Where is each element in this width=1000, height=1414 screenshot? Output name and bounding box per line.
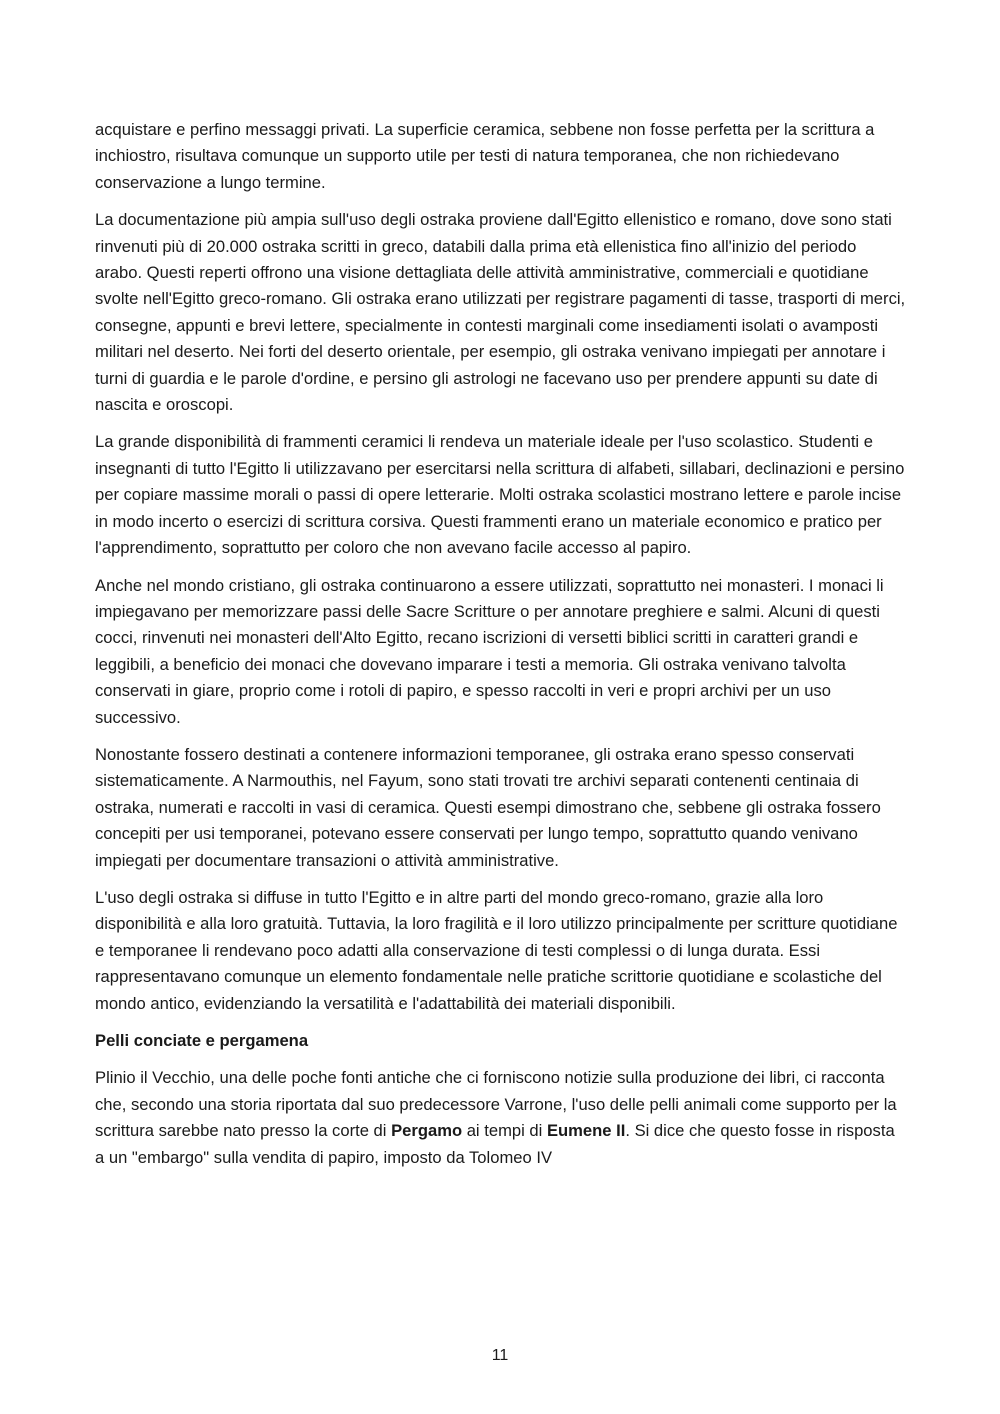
paragraph-4: Anche nel mondo cristiano, gli ostraka continuarono a essere utilizzati, soprattutto nei monasteri. I monaci li impiegavano per memorizzare passi delle Sacre Scritture o per annotare preghiere e salmi. Alcuni di questi cocci, rinvenuti nei monasteri dell'Alto Egitto, recano iscrizioni di versetti biblici scritti in caratteri grandi e leggibili, a beneficio dei monaci che dovevano imparare i testi a memoria. Gli ostraka venivano talvolta conservati in giare, proprio come i rotoli di papiro, e spesso raccolti in veri e propri archivi per un uso successivo. xyxy=(95,575,884,727)
paragraph-2: La documentazione più ampia sull'uso degli ostraka proviene dall'Egitto ellenistico e romano, dove sono stati rinvenuti più di 20.000 ostraka scritti in greco, databili dalla prima età ellenistica fino all'inizio del periodo arabo. Questi reperti offrono una visione dettagliata delle attività amministrative, commerciali e quotidiane svolte nell'Egitto greco-romano. Gli ostraka erano utilizzati per registrare pagamenti di tasse, trasporti di merci, consegne, appunti e brevi lettere, specialmente in contesti marginali come insediamenti isolati o avamposti militari nel deserto. Nei forti del deserto orientale, per esempio, gli ostraka venivano impiegati per annotare i turni di guardia e le parole d'ordine, e persino gli astrologi ne facevano uso per prendere appunti su date di nascita e oroscopi. xyxy=(95,210,906,415)
page-body xyxy=(95,117,907,1182)
paragraph-6: L'uso degli ostraka si diffuse in tutto l'Egitto e in altre parti del mondo greco-romano, grazie alla loro disponibilità e alla loro gratuità. Tuttavia, la loro fragilità e il loro utilizzo principalmente per scritture quotidiane e temporanee li rendevano poco adatti alla conservazione di testi complessi o di lunga durata. Essi rappresentavano comunque un elemento fondamentale nelle pratiche scrittorie quotidiane e scolastiche del mondo antico, evidenziando la versatilità e l'adattabilità dei materiali disponibili. xyxy=(95,887,898,1013)
bold-term-eumene: Eumene II xyxy=(546,1121,626,1141)
page-number: 11 xyxy=(491,1347,509,1364)
paragraph-7 xyxy=(95,1065,907,1171)
section-heading: Pelli conciate e pergamena xyxy=(95,1031,309,1050)
paragraph-7-text-1: Plinio il Vecchio, una delle poche fonti antiche che ci forniscono notizie sulla produzione dei libri, ci racconta che, secondo una storia riportata dal suo predecessore Varrone, l'uso delle pelli animali come supporto per la scrittura sarebbe nato presso la corte di xyxy=(95,1068,897,1141)
bold-term-pergamo: Pergamo xyxy=(391,1121,463,1141)
paragraph-5: Nonostante fossero destinati a contenere informazioni temporanee, gli ostraka erano spesso conservati sistematicamente. A Narmouthis, nel Fayum, sono stati trovati tre archivi separati contenenti centinaia di ostraka, numerati e raccolti in vasi di ceramica. Questi esempi dimostrano che, sebbene gli ostraka fossero concepiti per usi temporanei, potevano essere conservati per lungo tempo, soprattutto quando venivano impiegati per documentare transazioni o attività amministrative. xyxy=(95,744,881,870)
paragraph-3: La grande disponibilità di frammenti ceramici li rendeva un materiale ideale per l'uso scolastico. Studenti e insegnanti di tutto l'Egitto li utilizzavano per esercitarsi nella scrittura di alfabeti, sillabari, declinazioni e persino per copiare massime morali o passi di opere letterarie. Molti ostraka scolastici mostrano lettere e parole incise in modo incerto o esercizi di scrittura corsiva. Questi frammenti erano un materiale economico e pratico per l'apprendimento, soprattutto per coloro che non avevano facile accesso al papiro. xyxy=(95,432,905,558)
paragraph-7-text-3: . Si dice che questo fosse in risposta a un "embargo" sulla vendita di papiro, imposto da Tolomeo IV xyxy=(95,1121,895,1167)
paragraph-7-text-2: ai tempi di xyxy=(462,1121,547,1141)
paragraph-1: acquistare e perfino messaggi privati. La superficie ceramica, sebbene non fosse perfetta per la scrittura a inchiostro, risultava comunque un supporto utile per testi di natura temporanea, che non richiedevano conservazione a lungo termine. xyxy=(95,120,875,192)
